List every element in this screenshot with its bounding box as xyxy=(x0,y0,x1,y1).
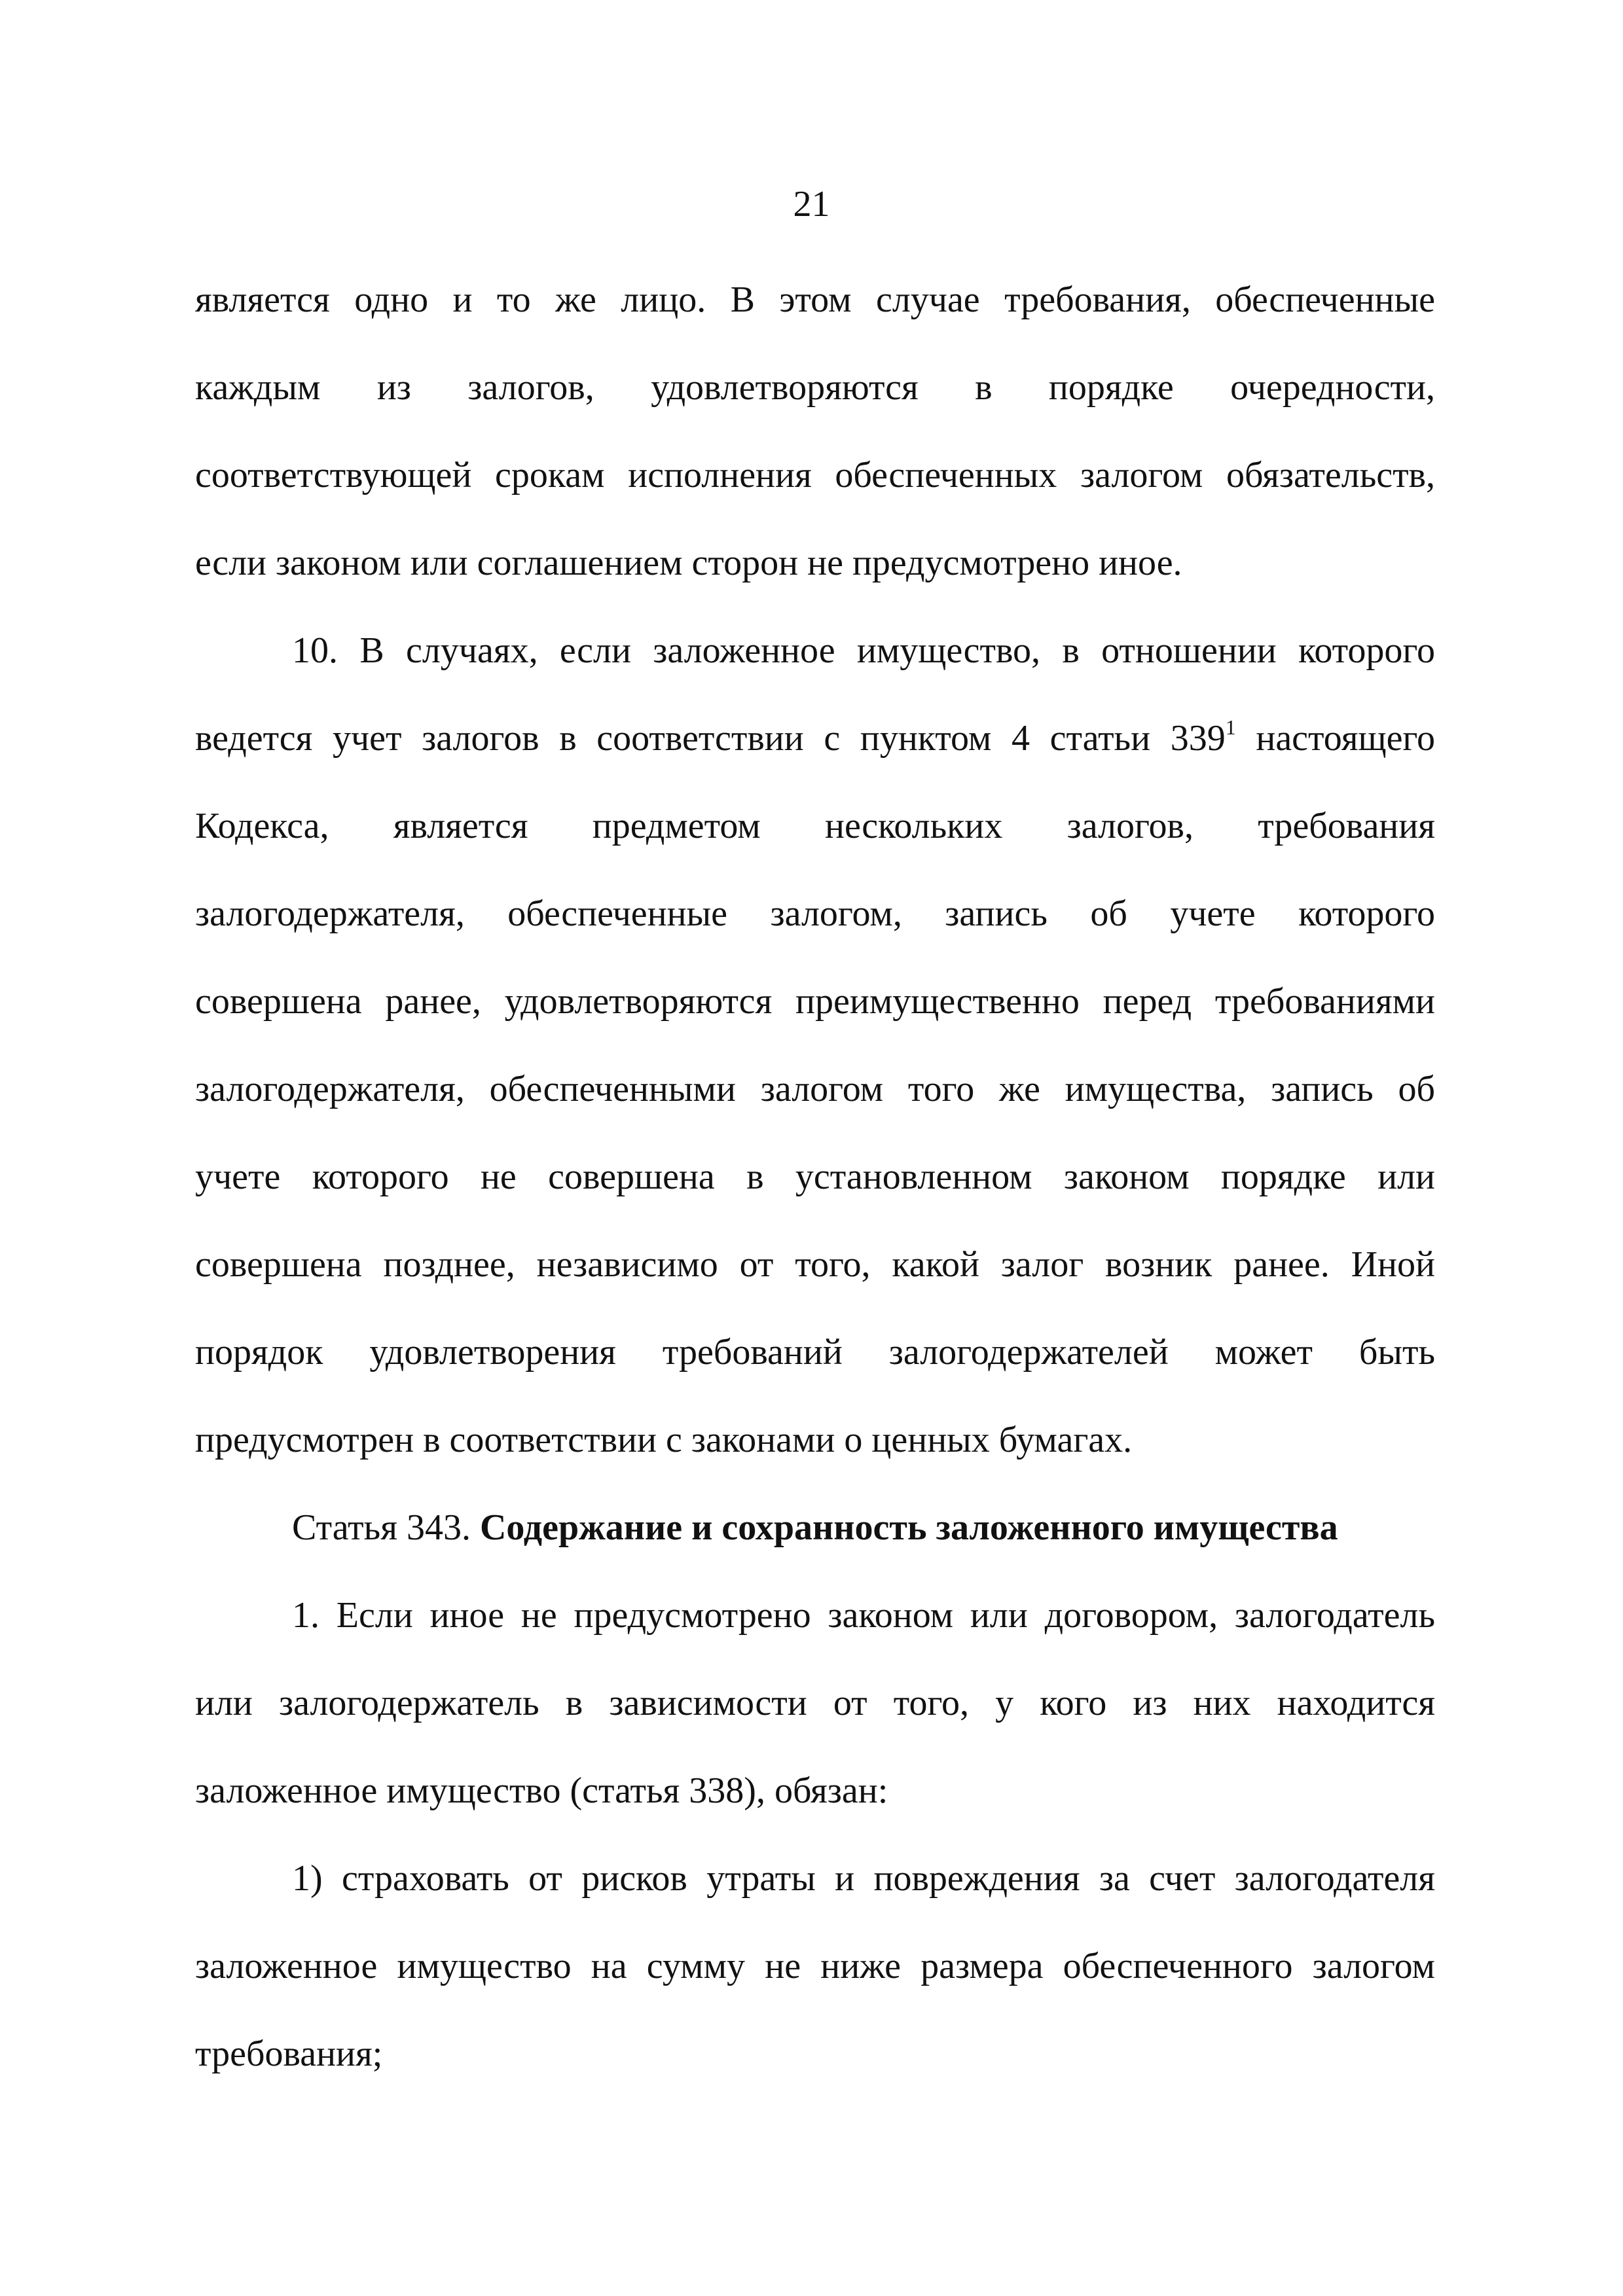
paragraph-line: заложенное имущество (статья 338), обязан: xyxy=(195,1770,888,1811)
paragraph-line: предусмотрен в соответствии с законами о ценных бумагах. xyxy=(195,1420,1133,1460)
paragraph-line: Кодекса, является предметом нескольких залогов, требования xyxy=(195,806,1435,846)
line-text: настоящего xyxy=(1235,718,1436,759)
paragraph-line: является одно и то же лицо. В этом случае требования, обеспеченные xyxy=(195,279,1435,320)
article-title: Содержание и сохранность заложенного имущества xyxy=(479,1507,1338,1548)
paragraph-line: заложенное имущество на сумму не ниже размера обеспеченного залогом xyxy=(195,1946,1435,1986)
line-text: ведется учет залогов в соответствии с пунктом 4 статьи 339 xyxy=(195,718,1226,759)
paragraph-line: залогодержателя, обеспеченными залогом того же имущества, запись об xyxy=(195,1069,1435,1109)
paragraph-line: совершена позднее, независимо от того, какой залог возник ранее. Иной xyxy=(195,1244,1435,1285)
paragraph-line: совершена ранее, удовлетворяются преимущественно перед требованиями xyxy=(195,981,1435,1022)
paragraph-line: каждым из залогов, удовлетворяются в порядке очередности, xyxy=(195,367,1435,408)
paragraph-line: соответствующей срокам исполнения обеспеченных залогом обязательств, xyxy=(195,455,1435,495)
article-heading xyxy=(292,1501,1435,1554)
paragraph-line: требования; xyxy=(195,2034,383,2074)
paragraph-line: 1. Если иное не предусмотрено законом или договором, залогодатель xyxy=(292,1595,1435,1636)
paragraph-line: если законом или соглашением сторон не предусмотрено иное. xyxy=(195,543,1182,583)
paragraph-line: или залогодержатель в зависимости от того, у кого из них находится xyxy=(195,1683,1435,1723)
paragraph-line: учете которого не совершена в установленном законом порядке или xyxy=(195,1157,1435,1197)
paragraph-line: порядок удовлетворения требований залогодержателей может быть xyxy=(195,1332,1435,1372)
paragraph-line: 10. В случаях, если заложенное имущество, в отношении которого xyxy=(292,630,1435,671)
page-number: 21 xyxy=(793,184,830,224)
paragraph-line-with-superscript xyxy=(195,712,1435,764)
paragraph-line: 1) страховать от рисков утраты и повреждения за счет залогодателя xyxy=(292,1858,1435,1899)
superscript: 1 xyxy=(1225,715,1236,739)
paragraph-line: залогодержателя, обеспеченные залогом, запись об учете которого xyxy=(195,893,1435,934)
article-prefix: Статья 343. xyxy=(292,1507,480,1548)
